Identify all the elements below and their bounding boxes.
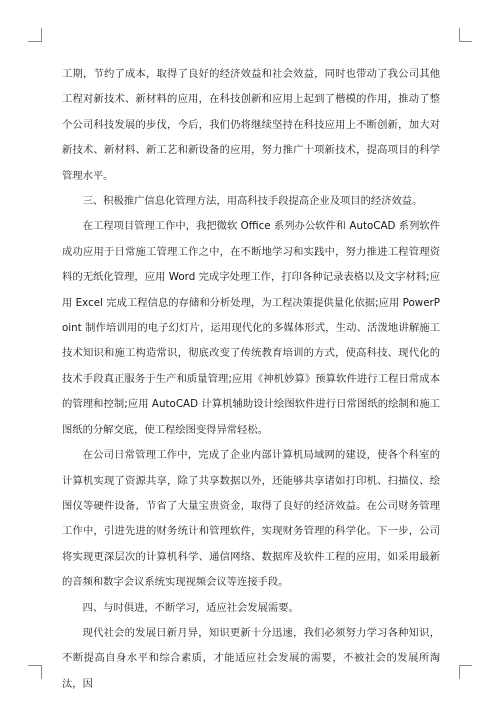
section-heading-3: 三、积极推广信息化管理方法，用高科技手段提高企业及项目的经济效益。 [82, 195, 423, 208]
crop-mark-top-right-h [459, 41, 472, 42]
crop-mark-bottom-left-v [41, 665, 42, 679]
crop-mark-bottom-right-h [459, 665, 472, 666]
crop-mark-bottom-left-h [28, 665, 41, 666]
crop-mark-top-left-h [28, 41, 41, 42]
crop-mark-top-right-v [459, 28, 460, 42]
paragraph-company-management: 在公司日常管理工作中，完成了企业内部计算机局域网的建设，使各个科室的计算机实现了资源共享，除了共享数据以外，还能够共享诸如打印机、扫描仪、绘图仪等硬件设备，节省了大量宝贵资金，取得了良好的经济效益。在公司财务管理工作中，引进先进的财务统计和管理软件，实现财务管理的科学化。下一步，公司将实现更深层次的计算机科学、通信网络、数据库及软件工程的应用，如采用最新的音频和数字会议系统实现视频会议等连接手段。 [62, 449, 440, 589]
crop-mark-bottom-right-v [459, 665, 460, 679]
paragraph-continuation: 工期，节约了成本，取得了良好的经济效益和社会效益，同时也带动了我公司其他工程对新技术、新材料的应用，在科技创新和应用上起到了楷模的作用，推动了整个公司科技发展的步伐，今后，我们仍将继续坚持在科技应用上不断创新，加大对新技术、新材料、新工艺和新设备的应用，努力推广十项新技术，提高项目的科学管理水平。 [62, 68, 440, 182]
paragraph-project-management: 在工程项目管理工作中，我把微软 Office 系列办公软件和 AutoCAD 系列软件成功应用于日常施工管理工作之中，在不断地学习和实践中，努力推进工程管理资料的无纸化管理，应用 Word 完成字处理工作，打印各种记录表格以及文字材料;应用 Excel 完成工程信息的存储和分析处理，为工程决策提供量化依据;应用 PowerPoint 制作培训用的电子幻灯片，运用现代化的多媒体形式，生动、活泼地讲解施工技术知识和施工构造常识，彻底改变了传统教育培训的方式，使高科技、现代化的技术手段真正服务于生产和质量管理;应用《神机妙算》预算软件进行工程日常成本的管理和控制;应用 AutoCAD 计算机辅助设计绘图软件进行日常图纸的绘制和施工图纸的分解交底，使工程绘图变得异常轻松。 [62, 220, 440, 436]
paragraph-learning: 现代社会的发展日新月异，知识更新十分迅速，我们必须努力学习各种知识，不断提高自身水平和综合素质，才能适应社会发展的需要，不被社会的发展所淘汰，因 [62, 626, 440, 690]
section-heading-4: 四、与时俱进，不断学习，适应社会发展需要。 [82, 601, 299, 614]
document-body [62, 62, 440, 697]
crop-mark-top-left-v [41, 28, 42, 42]
